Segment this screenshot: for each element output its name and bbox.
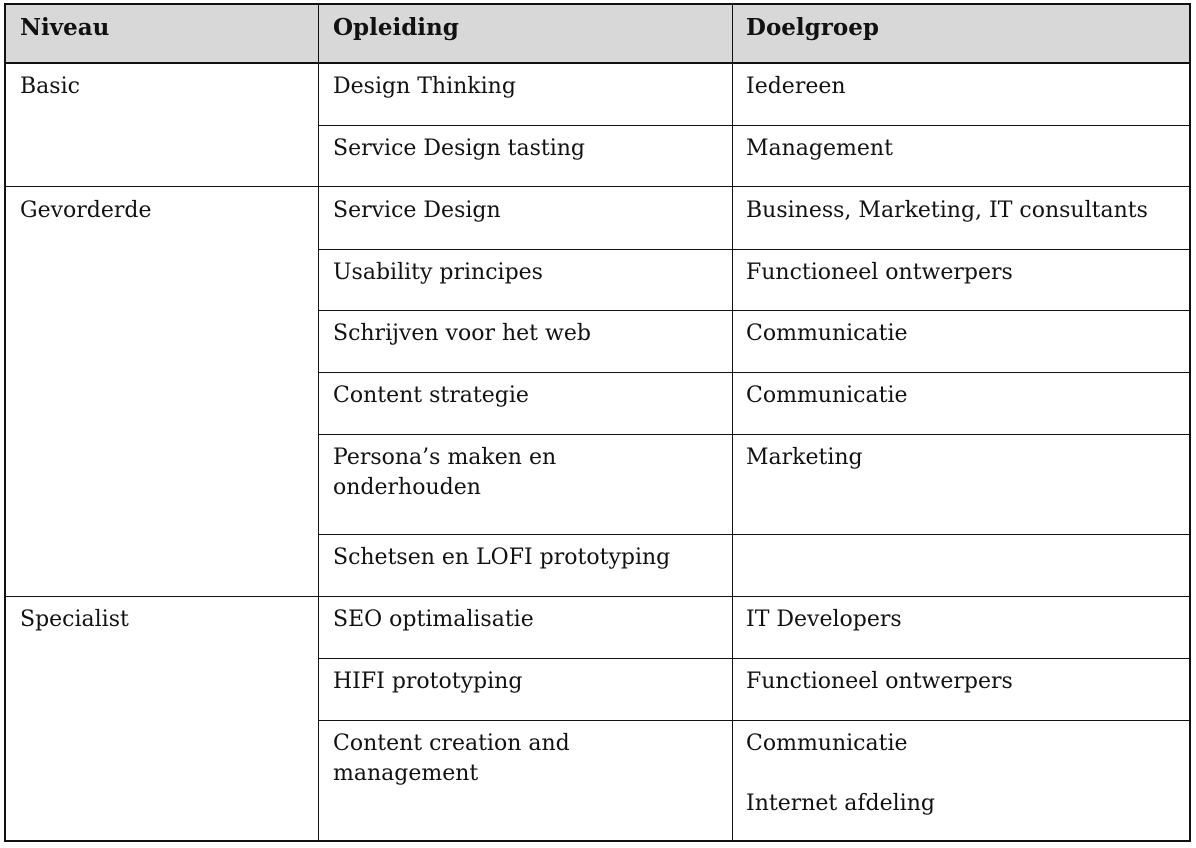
doelgroep-cell: Functioneel ontwerpers [746,669,1013,694]
row-divider [318,372,1189,373]
row-divider [318,125,1189,126]
opleiding-cell: Usability principes [333,260,543,285]
row-divider [318,434,1189,435]
opleiding-cell: Schrijven voor het web [333,321,591,346]
doelgroep-cell: Internet afdeling [746,791,935,816]
opleiding-cell: Service Design tasting [333,136,586,161]
opleiding-cell: Service Design [333,198,501,223]
row-divider [318,534,1189,535]
doelgroep-cell: IT Developers [746,607,902,632]
table-header-row [6,5,1189,64]
opleiding-cell: management [333,761,479,786]
doelgroep-cell: Communicatie [746,731,908,756]
header-doelgroep: Doelgroep [746,14,879,41]
opleiding-cell: Schetsen en LOFI prototyping [333,545,671,570]
opleiding-cell: Design Thinking [333,74,516,99]
column-divider [732,5,733,840]
opleiding-cell: SEO optimalisatie [333,607,534,632]
header-niveau: Niveau [20,14,110,41]
row-divider [318,720,1189,721]
row-divider [318,310,1189,311]
training-table [4,3,1191,842]
doelgroep-cell: Iedereen [746,74,846,99]
doelgroep-cell: Functioneel ontwerpers [746,260,1013,285]
doelgroep-cell: Marketing [746,445,863,470]
doelgroep-cell: Communicatie [746,383,908,408]
niveau-cell: Gevorderde [20,198,152,223]
niveau-cell: Specialist [20,607,129,632]
header-opleiding: Opleiding [333,14,459,41]
group-divider [6,596,1189,597]
doelgroep-cell: Communicatie [746,321,908,346]
opleiding-cell: onderhouden [333,475,481,500]
opleiding-cell: Content strategie [333,383,529,408]
opleiding-cell: HIFI prototyping [333,669,523,694]
doelgroep-cell: Business, Marketing, IT consultants [746,198,1148,223]
doelgroep-cell: Management [746,136,893,161]
column-divider [318,5,319,840]
row-divider [318,249,1189,250]
opleiding-cell: Persona’s maken en [333,445,557,470]
niveau-cell: Basic [20,74,80,99]
group-divider [6,186,1189,187]
opleiding-cell: Content creation and [333,731,570,756]
row-divider [318,658,1189,659]
